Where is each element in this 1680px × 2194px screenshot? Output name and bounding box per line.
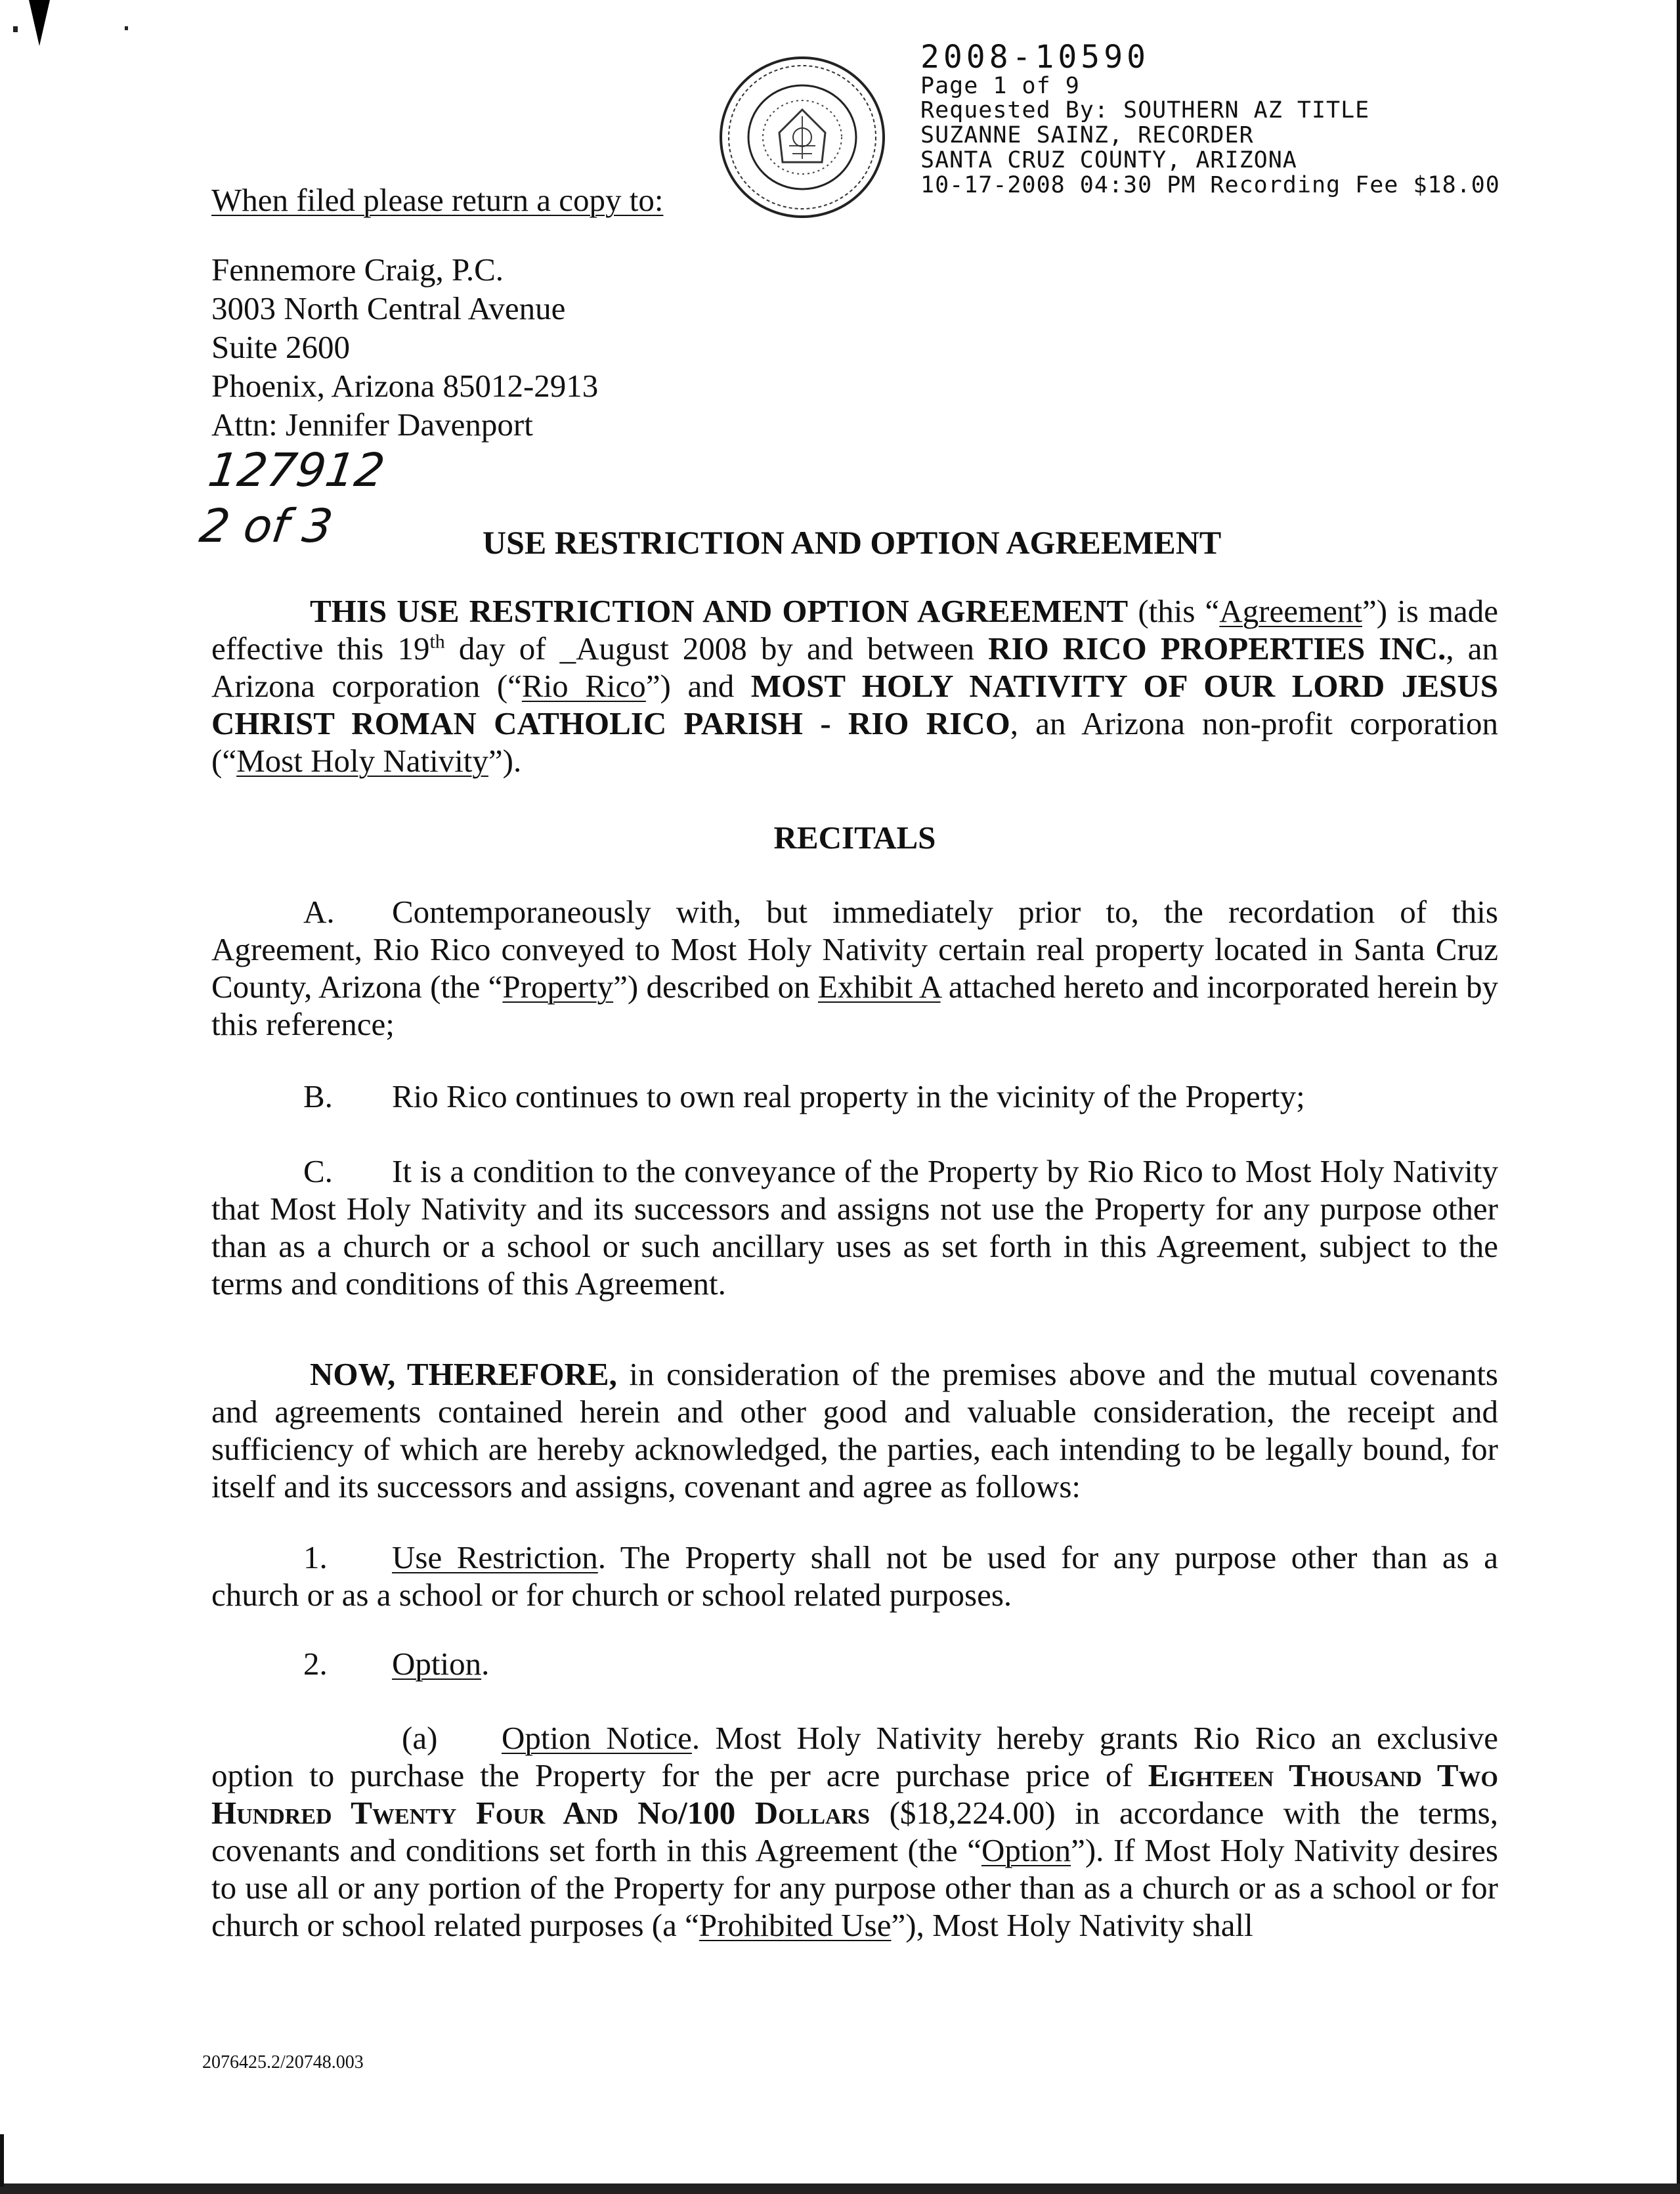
intro-text: day of _August 2008 by and between [444,630,989,667]
now-therefore-text: in consideration of the premises above and the mutual covenants and agreements contained herein and other good and valuable consideration, the receipt and sufficiency of which are hereby acknowledged, the parties, each intending to be legally bound, for itself and its successors and assigns, covenant and agree as follows: [211,1356,1498,1504]
return-to-label: When filed please return a copy to: [211,182,664,218]
recording-page: Page 1 of 9 [920,73,1080,99]
intro-text: (this “ [1128,593,1220,629]
recitals-heading: RECITALS [773,820,936,856]
handwritten-copy-note: 2 of 3 [196,499,336,553]
intro-paragraph [211,592,1498,779]
county-seal-icon [717,54,888,221]
defined-term-agreement: Agreement [1219,593,1362,629]
subsection-heading: Option Notice [502,1720,692,1756]
section-text: . [481,1646,490,1682]
subsection-text: ($18,224.00) in accordance with the terms, covenants and conditions set forth in this Agreement (the “ [211,1795,1499,1868]
return-to-line: Attn: Jennifer Davenport [211,406,533,443]
intro-text: ”). [488,743,522,779]
scan-edge-right [1677,0,1680,2194]
scan-corner-mark [29,0,50,46]
defined-term-most-holy-nativity: Most Holy Nativity [236,743,488,779]
scan-edge-left [0,2134,4,2187]
return-to-line: Fennemore Craig, P.C. [211,252,504,288]
now-therefore-lead: NOW, THEREFORE, [310,1356,617,1392]
subsection-text: . Most Holy Nativity hereby grants Rio Rico an exclusive option to purchase the Property for the per acre purchase price of [211,1720,1498,1793]
party-rio-rico: RIO RICO PROPERTIES INC. [988,630,1446,667]
recording-county: SANTA CRUZ COUNTY, ARIZONA [920,147,1297,173]
recording-timestamp: 10-17-2008 04:30 PM Recording Fee $18.00 [920,172,1500,198]
recital-text: It is a condition to the conveyance of the Property by Rio Rico to Most Holy Nativity that Most Holy Nativity and its successors and assigns not use the Property for any purpose other than as a church or a school or such ancillary uses as set forth in this Agreement, subject to the terms and conditions of this Agreement. [211,1153,1498,1302]
section-number: 1. [303,1539,328,1575]
section-heading: Option [392,1646,482,1682]
subsection-text: ”), Most Holy Nativity shall [891,1907,1253,1943]
purchase-price-words: Eighteen Thousand Two Hundred Twenty Four And No/100 Dollars [211,1757,1498,1831]
now-therefore-paragraph [211,1355,1498,1505]
recital-label: A. [303,894,335,930]
defined-term-prohibited-use: Prohibited Use [699,1907,892,1943]
recital-b [211,1078,1498,1115]
recital-c [211,1152,1498,1302]
subsection-label: (a) [402,1720,438,1756]
recital-label: C. [303,1153,333,1189]
document-title: USE RESTRICTION AND OPTION AGREEMENT [483,524,1222,561]
party-most-holy-nativity: MOST HOLY NATIVITY OF OUR LORD JESUS CHRIST ROMAN CATHOLIC PARISH - RIO RICO [211,668,1498,741]
recital-text: Contemporaneously with, but immediately prior to, the recordation of this Agreement, Rio Rico conveyed to Most Holy Nativity certain real property located in Santa Cruz County, Arizona (the “ [211,894,1498,1005]
intro-text: ”) and [645,668,751,704]
return-to-line: Suite 2600 [211,329,350,365]
defined-term-rio-rico: Rio Rico [521,668,646,704]
recital-text: Rio Rico continues to own real property in the vicinity of the Property; [392,1078,1305,1114]
recital-label: B. [303,1078,333,1114]
scan-edge-bottom [0,2183,1680,2194]
recital-text: attached hereto and incorporated herein by this reference; [211,969,1498,1042]
recording-recorder: SUZANNE SAINZ, RECORDER [920,122,1254,148]
intro-text: , an Arizona non-profit corporation (“ [211,705,1498,779]
return-to-line: 3003 North Central Avenue [211,290,566,326]
recital-text: ”) described on [613,969,818,1005]
subsection-text: ”). If Most Holy Nativity desires to use all or any portion of the Property for any purpose other than as a church or as a school or for church or school related purposes (a “ [211,1832,1499,1943]
defined-term-property: Property [502,969,614,1005]
recording-number: 2008-10590 [920,39,1150,76]
recording-requested-by: Requested By: SOUTHERN AZ TITLE [920,97,1370,123]
scan-speck [125,26,128,30]
intro-text: ”) is made effective this 19 [211,593,1498,667]
defined-term-option: Option [981,1832,1071,1868]
section-1 [211,1539,1498,1613]
section-2a [211,1719,1498,1944]
section-2 [211,1645,1498,1682]
section-number: 2. [303,1646,328,1682]
return-to-line: Phoenix, Arizona 85012-2913 [211,368,599,404]
exhibit-reference: Exhibit A [817,969,941,1005]
section-heading: Use Restriction [392,1539,598,1575]
intro-text: , an Arizona corporation (“ [211,630,1498,704]
scan-speck [13,26,18,32]
intro-agreement-title: THIS USE RESTRICTION AND OPTION AGREEMENT [310,593,1129,629]
ordinal-suffix: th [429,630,445,653]
section-text: . The Property shall not be used for any purpose other than as a church or as a school or for church or school related purposes. [211,1539,1498,1613]
recital-a [211,893,1498,1043]
document-footer-code: 2076425.2/20748.003 [202,2052,364,2073]
handwritten-number: 127912 [205,443,388,497]
